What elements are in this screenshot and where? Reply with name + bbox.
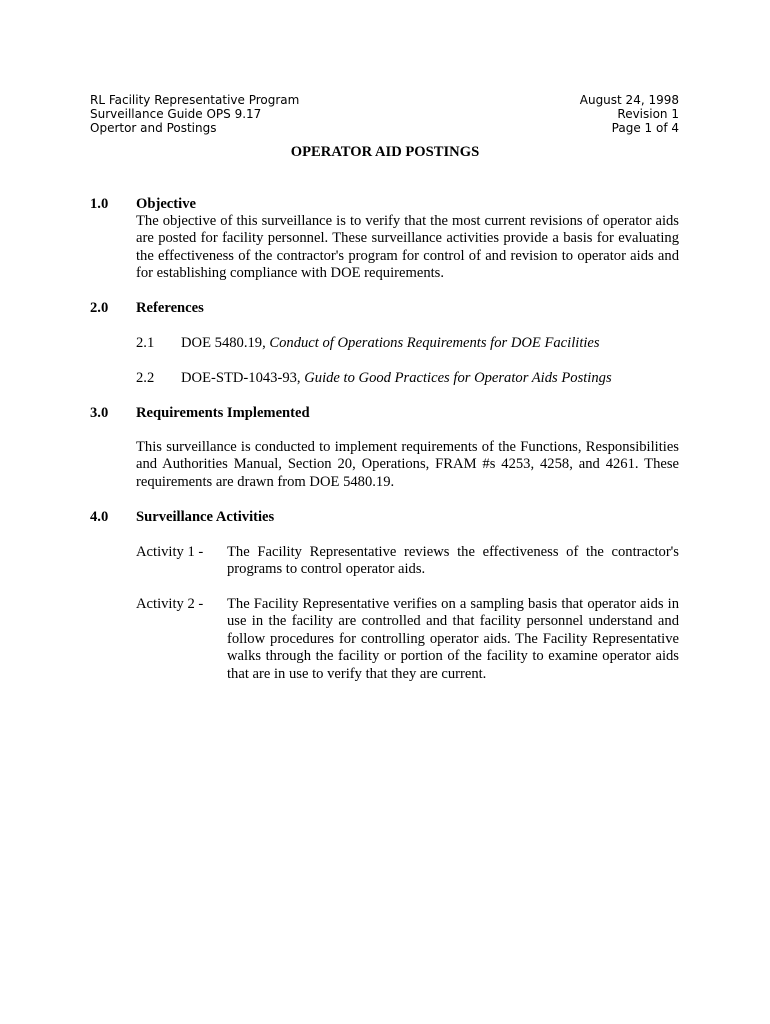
reference-item: [181, 370, 612, 387]
reference-number: 2.2: [136, 370, 155, 386]
objective-paragraph: The objective of this surveillance is to verify that the most current revisions of operator aids are posted for facility personnel. These surveillance activities provide a basis for evaluating the effectiveness of the contractor's program for control of and revision to operator aids and for establishing compliance with DOE requirements.: [136, 213, 679, 282]
section-number: 4.0: [90, 509, 109, 525]
header-right: [580, 93, 679, 135]
reference-title: Conduct of Operations Requirements for DOE Facilities: [269, 335, 600, 351]
activity-label: Activity 2 -: [136, 596, 204, 612]
reference-doc: DOE-STD-1043-93,: [181, 370, 305, 386]
reference-item: [181, 335, 600, 352]
reference-title: Guide to Good Practices for Operator Aids Postings: [304, 370, 612, 386]
requirements-paragraph: This surveillance is conducted to implement requirements of the Functions, Responsibilities and Authorities Manual, Section 20, Operations, FRAM #s 4253, 4258, and 4261. These requirements are drawn from DOE 5480.19.: [136, 439, 679, 490]
page-title: OPERATOR AID POSTINGS: [290, 144, 480, 160]
section-heading-activities: Surveillance Activities: [136, 509, 275, 525]
guide-subject: Opertor and Postings: [90, 121, 217, 135]
section-heading-requirements: Requirements Implemented: [136, 405, 310, 421]
program-name: RL Facility Representative Program: [90, 93, 300, 107]
section-number: 3.0: [90, 405, 109, 421]
section-number: 2.0: [90, 300, 109, 316]
reference-number: 2.1: [136, 335, 155, 351]
document-date: August 24, 1998: [579, 93, 679, 107]
activity-label: Activity 1 -: [136, 544, 204, 560]
revision-number: Revision 1: [617, 107, 679, 121]
page-number: Page 1 of 4: [611, 121, 679, 135]
section-number: 1.0: [90, 196, 109, 212]
activity-description: The Facility Representative reviews the effectiveness of the contractor's programs to control operator aids.: [227, 544, 679, 578]
header-left: [90, 93, 299, 135]
section-heading-references: References: [136, 300, 204, 316]
activity-description: The Facility Representative verifies on a sampling basis that operator aids in use in the facility are controlled and that facility personnel understand and follow procedures for controlling operator aids. The Facility Representative walks through the facility or portion of the facility to examine operator aids that are in use to verify that they are current.: [227, 596, 679, 682]
reference-doc: DOE 5480.19,: [181, 335, 270, 351]
guide-number: Surveillance Guide OPS 9.17: [90, 107, 262, 121]
section-heading-objective: Objective: [136, 196, 196, 212]
